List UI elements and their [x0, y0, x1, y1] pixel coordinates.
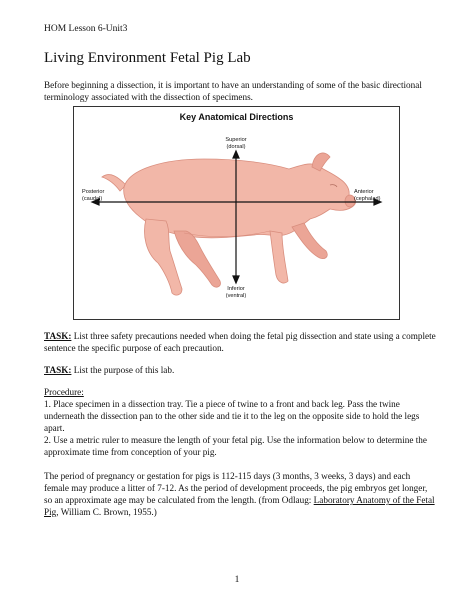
document-header: HOM Lesson 6-Unit3 [44, 24, 128, 34]
procedure-step-2: 2. Use a metric ruler to measure the length of your fetal pig. Use the information below to determine the approximate time from conception of your pig. [44, 435, 427, 457]
task-label: TASK: [44, 331, 72, 341]
superior-label [216, 137, 256, 151]
procedure-heading [44, 386, 436, 398]
figure-title: Key Anatomical Directions [179, 112, 294, 122]
superior-text: Superior [225, 137, 247, 143]
task-lab-purpose [44, 364, 436, 376]
procedure-heading-text: Procedure: [44, 387, 84, 397]
task-text: List the purpose of this lab. [71, 365, 175, 375]
direction-axes [92, 151, 381, 283]
task-safety-precautions [44, 330, 436, 354]
posterior-label [82, 189, 122, 203]
superior-subtext: (dorsal) [226, 144, 246, 150]
task-text: List three safety precautions needed when doing the fetal pig dissection and state using a complete sentence the specific purpose of each precaution. [44, 331, 436, 353]
page-number: 1 [234, 575, 240, 585]
intro-paragraph: Before beginning a dissection, it is important to have an understanding of some of the basic directional terminology associated with the dissection of specimens. [44, 80, 422, 102]
anatomical-directions-figure [73, 106, 400, 320]
anterior-text: Anterior [354, 189, 374, 195]
task-label: TASK: [44, 365, 72, 375]
anterior-subtext: (cephalad) [354, 196, 381, 202]
gestation-paragraph [44, 470, 436, 518]
inferior-text: Inferior [227, 286, 245, 292]
anterior-label [354, 189, 398, 203]
gestation-text-end: , William C. Brown, 1955.) [56, 507, 157, 517]
page-title: Living Environment Fetal Pig Lab [44, 50, 251, 66]
pig-drawing [102, 153, 356, 295]
procedure-step-1: 1. Place specimen in a dissection tray. Tie a piece of twine to a front and back leg. Pass the twine underneath the dissection pan to the other side and tie it to the leg on the opposite side to hold the legs apart. [44, 399, 420, 433]
posterior-text: Posterior [82, 189, 105, 195]
citation-title: Laboratory Anatomy of the Fetal Pig [44, 495, 435, 517]
posterior-subtext: (caudal) [82, 196, 103, 202]
gestation-text: The period of pregnancy or gestation for pigs is 112-115 days (3 months, 3 weeks, 3 days) and each female may produce a litter of 7-12. As the period of development proceeds, the pig embryos get longer, so an approximate age may be calculated from the length. (from Odlaug: [44, 471, 428, 505]
inferior-label [216, 286, 256, 300]
inferior-subtext: (ventral) [225, 293, 247, 299]
